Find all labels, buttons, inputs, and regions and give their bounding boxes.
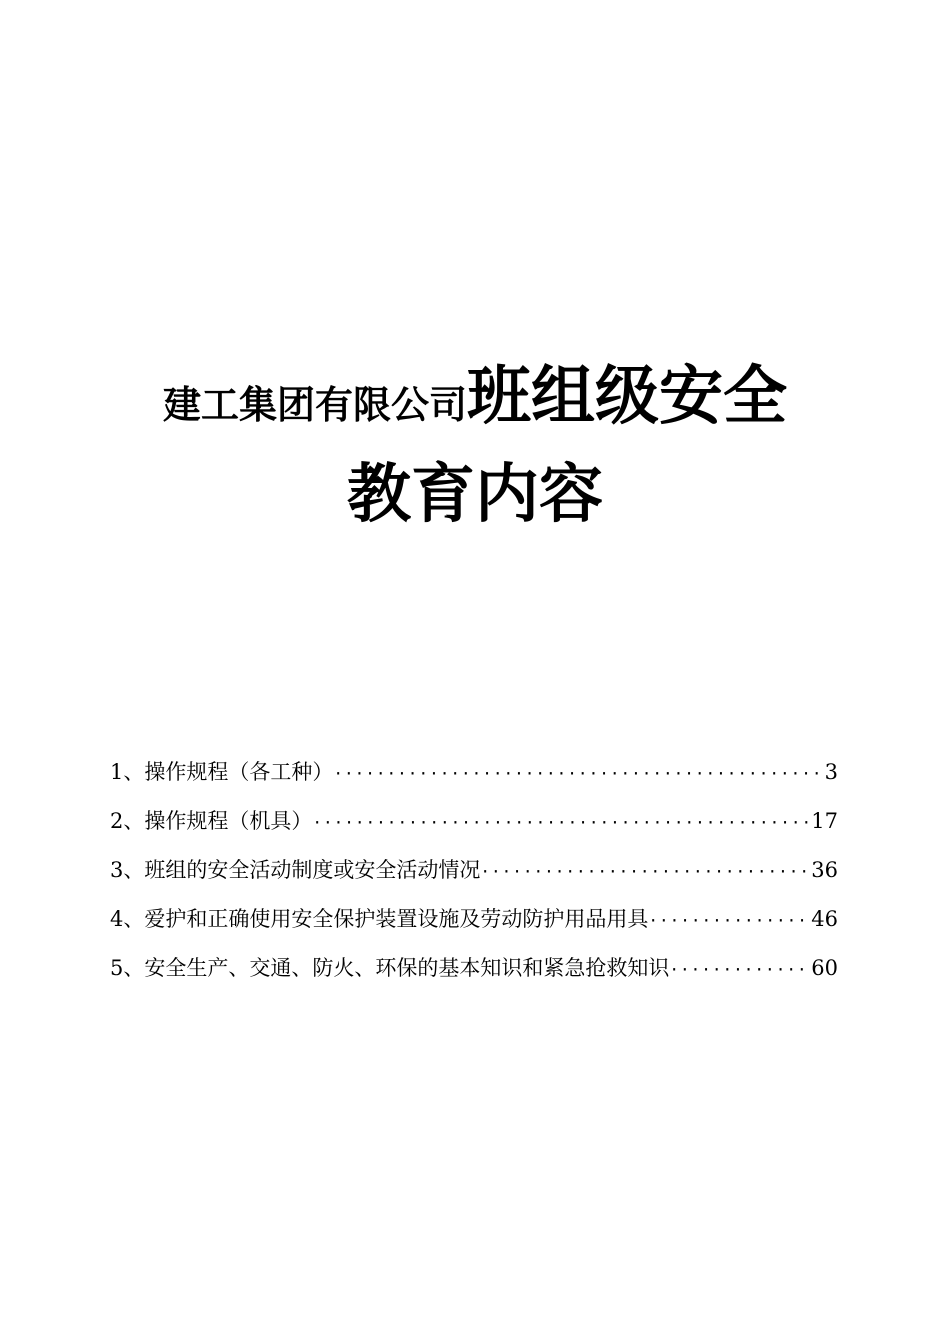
toc-leader-dots xyxy=(669,950,811,990)
toc-item-1[interactable] xyxy=(110,752,838,801)
toc-item-2[interactable] xyxy=(110,801,838,850)
toc-item-4[interactable] xyxy=(110,899,838,948)
title-main-part1: 班组级安全 xyxy=(467,360,787,434)
toc-item-page: 3 xyxy=(824,760,838,784)
toc-item-5[interactable] xyxy=(110,948,838,997)
toc-item-text: 2、操作规程（机具） xyxy=(110,809,313,833)
toc-leader-dots xyxy=(312,803,811,843)
toc-item-3[interactable] xyxy=(110,850,838,899)
toc-item-page: 60 xyxy=(811,956,838,980)
toc-item-text: 1、操作规程（各工种） xyxy=(110,760,334,784)
toc-item-page: 36 xyxy=(811,858,838,882)
title-line-1 xyxy=(0,352,950,442)
document-title xyxy=(0,352,950,540)
toc-leader-dots xyxy=(333,754,824,794)
toc-item-page: 46 xyxy=(811,907,838,931)
title-main-part2: 教育内容 xyxy=(347,458,603,532)
toc-leader-dots xyxy=(648,901,811,941)
toc-leader-dots xyxy=(480,852,811,892)
toc-item-text: 3、班组的安全活动制度或安全活动情况 xyxy=(110,858,481,882)
title-company: 建工集团有限公司 xyxy=(162,383,467,427)
toc-item-text: 5、安全生产、交通、防火、环保的基本知识和紧急抢救知识 xyxy=(110,956,670,980)
toc-item-page: 17 xyxy=(811,809,838,833)
toc-item-text: 4、爱护和正确使用安全保护装置设施及劳动防护用品用具 xyxy=(110,907,649,931)
table-of-contents xyxy=(110,752,838,997)
